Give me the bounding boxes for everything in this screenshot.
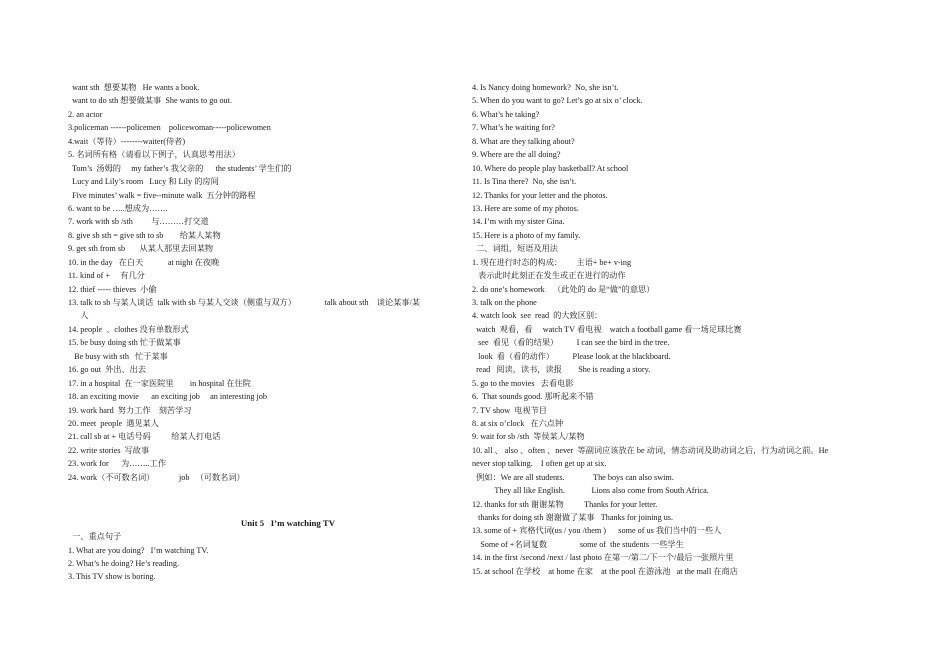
spacer xyxy=(68,484,468,516)
text-line: 7. What’s he waiting for? xyxy=(472,123,555,133)
text-line: 8. give sb sth = give sth to sb 给某人某物 xyxy=(68,230,221,240)
text-line: 一、重点句子 xyxy=(68,532,122,542)
text-line: 19. work hard 努力工作 刻苦学习 xyxy=(68,405,192,415)
text-line: 15. at school 在学校 at home 在家 at the pool 在游泳池 at the mall 在商店 xyxy=(472,566,738,576)
text-line: watch 观看，看 watch TV 看电视 watch a football game 看一场足球比赛 xyxy=(472,324,742,334)
text-line: 15. be busy doing sth 忙于做某事 xyxy=(68,338,181,348)
text-line: 13. talk to sb 与某人谈话 talk with sb 与某人交谈（侧重与双方） talk about sth 谈论某事/某 人 xyxy=(68,298,421,321)
text-line: 6. That sounds good. 那听起来不错 xyxy=(472,392,594,402)
text-line: 13. some of + 宾格代词(us / you /them ) some of us 我们当中的一些人 xyxy=(472,526,722,536)
text-line: Some of +名词复数 some of the students 一些学生 xyxy=(472,539,684,549)
text-line: 12. thanks for sth 谢谢某物 Thanks for your letter. xyxy=(472,499,658,509)
text-line: 16. go out 外出、出去 xyxy=(68,365,147,375)
text-line: 9. get sth from sb 从某人那里去回某物 xyxy=(68,244,214,254)
text-line: 2. do one’s homework （此处的 do 是“做”的意思） xyxy=(472,284,655,294)
text-line: 4. watch look see read 的大致区别： xyxy=(472,311,603,321)
text-line: 二、词组，短语及用法 xyxy=(472,244,558,254)
text-line: 14. people 、clothes 没有单数形式 xyxy=(68,324,189,334)
text-line: want to do sth 想要做某事 She wants to go out. xyxy=(68,96,232,106)
text-line: 11. Is Tina there? No, she isn’t. xyxy=(472,177,577,187)
text-line: 11. kind of + 有几分 xyxy=(68,271,145,281)
left-column xyxy=(68,81,468,584)
right-column xyxy=(472,81,902,578)
text-line: 24. work（不可数名词） job （可数名词） xyxy=(68,472,245,482)
text-line: 6. What’s he taking? xyxy=(472,109,540,119)
text-line: 3. This TV show is boring. xyxy=(68,572,156,582)
text-line: 例如：We are all students. The boys can also swim. xyxy=(472,472,674,482)
text-line: 10. Where do people play basketball? At school xyxy=(472,163,629,173)
text-line: 12. Thanks for your letter and the photos. xyxy=(472,190,608,200)
text-line: 20. meet people 遇见某人 xyxy=(68,418,159,428)
text-line: 10. all 、 also 、often 、never 等副词应该放在 be 动词，情态动词及助动词之后，行为动词之前。He never stop talking. I often get up at six. xyxy=(472,445,829,469)
text-line: Be busy with sth 忙于某事 xyxy=(68,351,168,361)
text-line: 5. 名词所有格（请看以下例子，认真思考用法） xyxy=(68,150,240,160)
text-line: 7. work with sb /sth 与………打交道 xyxy=(68,217,209,227)
text-line: look 看（看的动作） Please look at the blackboard. xyxy=(472,351,671,361)
text-line: 6. want to be …..想成为……. xyxy=(68,203,168,213)
text-line: 9. wait for sb /sth 等侯某人/某物 xyxy=(472,432,585,442)
text-line: see 看见（看的结果） I can see the bird in the tree. xyxy=(472,338,670,348)
text-line: 2. What’s he doing? He’s reading. xyxy=(68,559,180,569)
text-line: 5. go to the movies 去看电影 xyxy=(472,378,574,388)
text-line: They all like English. Lions also come from South Africa. xyxy=(472,486,709,496)
text-line: 15. Here is a photo of my family. xyxy=(472,230,581,240)
unit-heading: Unit 5 I’m watching TV xyxy=(240,518,336,529)
text-line: 表示此时此刻正在发生或正在进行的动作 xyxy=(472,271,626,281)
text-line: 8. What are they talking about? xyxy=(472,136,575,146)
text-line: thanks for doing sth 谢谢做了某事 Thanks for joining us. xyxy=(472,513,674,523)
text-line: 17. in a hospital 在一家医院里 in hospital 在住院 xyxy=(68,378,251,388)
text-line: 12. thief ----- thieves 小偷 xyxy=(68,284,157,294)
text-line: Lucy and Lily’s room Lucy 和 Lily 的房间 xyxy=(68,177,219,187)
text-line: 8. at six o’clock 在六点钟 xyxy=(472,418,564,428)
text-line: 9. Where are the all doing? xyxy=(472,150,561,160)
text-line: 10. in the day 在白天 at night 在夜晚 xyxy=(68,257,220,267)
text-line: 14. in the first /second /next / last photo 在第一/第二/下一个/最后一张照片里 xyxy=(472,553,734,563)
text-line: 23. work for 为……..工作 xyxy=(68,459,167,469)
text-line: want sth 想要某物 He wants a book. xyxy=(68,83,200,92)
text-line: Five minutes’ walk = five--minute walk 五分钟的路程 xyxy=(68,190,256,200)
text-line: 5. When do you want to go? Let’s go at six o’ clock. xyxy=(472,96,643,106)
text-line: 21. call sb at + 电话号码 给某人打电话 xyxy=(68,432,221,442)
text-line: 18. an exciting movie an exciting job an interesting job xyxy=(68,392,267,402)
text-line: read 阅读，读书，读报 She is reading a story. xyxy=(472,365,651,375)
text-line: 22. write stories 写故事 xyxy=(68,445,150,455)
text-line: 2. an actor xyxy=(68,109,103,119)
text-line: 1. What are you doing? I’m watching TV. xyxy=(68,545,209,555)
text-line: 1. 现在进行时态的构成： 主语+ be+ v-ing xyxy=(472,257,632,267)
text-line: Tom’s 汤姆的 my father’s 我父亲的 the students’ 学生们的 xyxy=(68,163,292,173)
text-line: 7. TV show 电视节目 xyxy=(472,405,547,415)
text-line: 14. I’m with my sister Gina. xyxy=(472,217,565,227)
text-line: 4. Is Nancy doing homework? No, she isn’t. xyxy=(472,83,619,92)
text-line: 4.wait（等待）--------waiter(侍者) xyxy=(68,136,186,146)
text-line: 13. Here are some of my photos. xyxy=(472,203,579,213)
text-line: 3.policeman ------policemen policewoman-----policewomen xyxy=(68,123,271,133)
text-line: 3. talk on the phone xyxy=(472,298,537,307)
